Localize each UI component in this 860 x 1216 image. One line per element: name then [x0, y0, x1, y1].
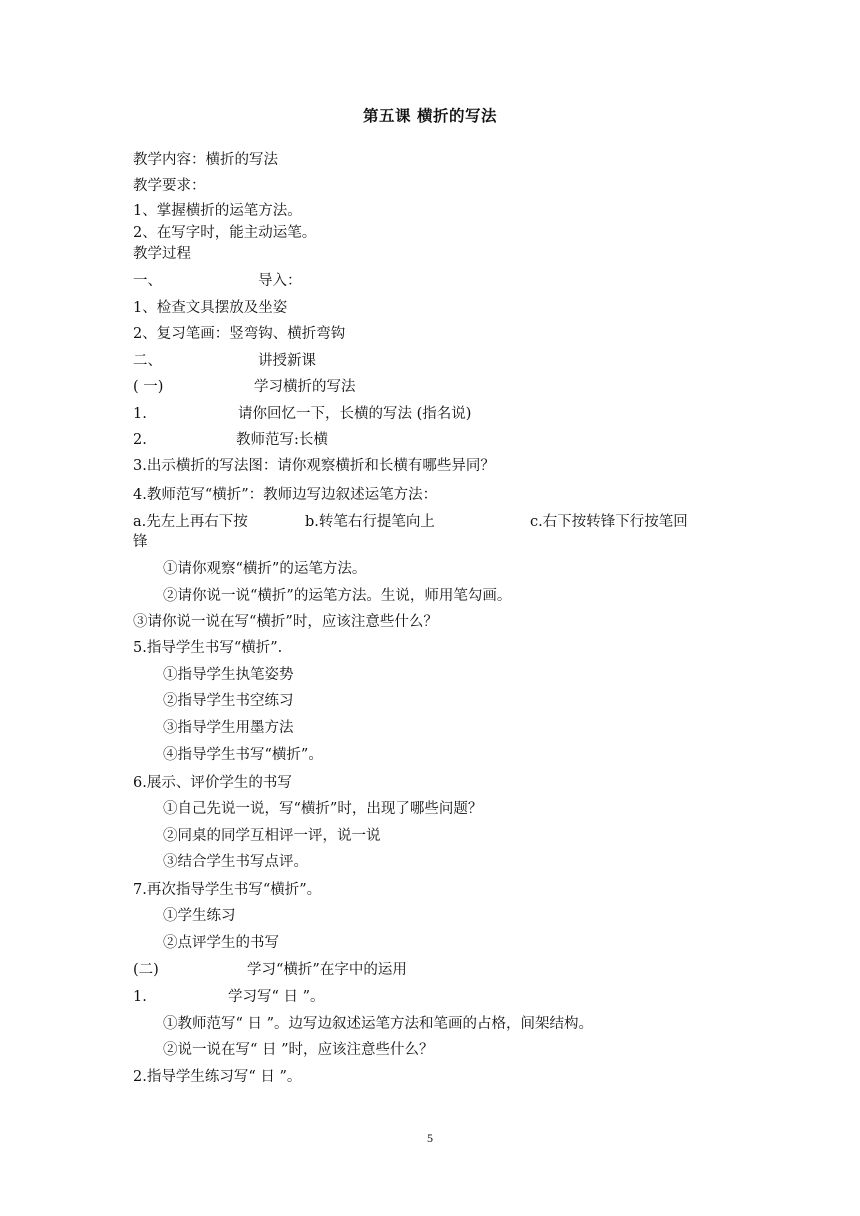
part-2-text: 学习“横折”在字中的运用	[247, 962, 407, 978]
sub-item: ①学生练习	[163, 908, 236, 924]
part-1-text: 学习横折的写法	[254, 379, 356, 395]
list-item: 2.指导学生练习写“ 日 ”。	[133, 1069, 302, 1085]
lesson-title: 第五课 横折的写法	[363, 107, 497, 125]
teaching-requirements-heading: 教学要求：	[133, 178, 206, 194]
list-item: 3.出示横折的写法图：请你观察横折和长横有哪些异同？	[133, 458, 495, 474]
list-item: 6.展示、评价学生的书写	[133, 775, 292, 791]
list-item	[133, 987, 325, 1007]
section-1-heading	[133, 271, 302, 291]
sub-item: ②同桌的同学互相评一评，说一说	[163, 828, 381, 844]
sub-item: ①请你观察“横折”的运笔方法。	[163, 561, 367, 577]
list-item: 4.教师范写“横折”：教师边写边叙述运笔方法：	[133, 487, 438, 503]
sub-item: ②指导学生书空练习	[163, 693, 294, 709]
list-item	[133, 512, 688, 532]
requirement-1: 1、掌握横折的运笔方法。	[133, 203, 302, 219]
list-item: 7.再次指导学生书写“横折”。	[133, 882, 322, 898]
list-item: 5.指导学生书写“横折”.	[133, 640, 283, 656]
sub-item: a.先左上再右下按	[133, 514, 248, 530]
teaching-content: 教学内容：横折的写法	[133, 152, 278, 168]
part-2-number: (二)	[133, 962, 159, 978]
item-number: 1.	[133, 989, 147, 1005]
section-2-number: 二、	[133, 353, 162, 369]
part-1-number: ( 一)	[133, 379, 164, 395]
sub-item: ③请你说一说在写“横折”时，应该注意些什么？	[133, 614, 438, 630]
list-item	[133, 404, 471, 424]
part-1-heading	[133, 377, 356, 397]
part-2-heading	[133, 960, 407, 980]
sub-item: ①教师范写“ 日 ”。边写边叙述运笔方法和笔画的占格，间架结构。	[163, 1016, 594, 1032]
sub-item: ②请你说一说“横折”的运笔方法。生说，师用笔勾画。	[163, 588, 512, 604]
sub-item: ②点评学生的书写	[163, 935, 279, 951]
list-item: 2、复习笔画：竖弯钩、横折弯钩	[133, 326, 346, 342]
section-1-text: 导入：	[258, 273, 302, 289]
page-number: 5	[427, 1131, 433, 1145]
section-2-text: 讲授新课	[258, 353, 316, 369]
list-item: 1、检查文具摆放及坐姿	[133, 300, 288, 316]
item-number: 1.	[133, 406, 147, 422]
sub-item: ①指导学生执笔姿势	[163, 667, 294, 683]
section-1-number: 一、	[133, 273, 162, 289]
teaching-process-heading: 教学过程	[133, 246, 191, 262]
sub-item: b.转笔右行提笔向上	[305, 514, 435, 530]
sub-item: c.右下按转锋下行按笔回	[530, 514, 688, 530]
requirement-2: 2、在写字时，能主动运笔。	[133, 225, 317, 241]
wrap-continuation: 锋	[133, 534, 148, 550]
item-number: 2.	[133, 432, 147, 448]
sub-item: ②说一说在写“ 日 ”时，应该注意些什么？	[163, 1042, 434, 1058]
item-text: 学习写“ 日 ”。	[228, 989, 325, 1005]
sub-item: ④指导学生书写“横折”。	[163, 747, 323, 763]
item-text: 请你回忆一下，长横的写法 (指名说)	[238, 406, 472, 422]
sub-item: ③指导学生用墨方法	[163, 720, 294, 736]
list-item	[133, 430, 328, 450]
sub-item: ③结合学生书写点评。	[163, 854, 308, 870]
section-2-heading	[133, 351, 316, 371]
sub-item: ①自己先说一说，写“横折”时，出现了哪些问题？	[163, 801, 483, 817]
item-text: 教师范写:长横	[236, 432, 328, 448]
